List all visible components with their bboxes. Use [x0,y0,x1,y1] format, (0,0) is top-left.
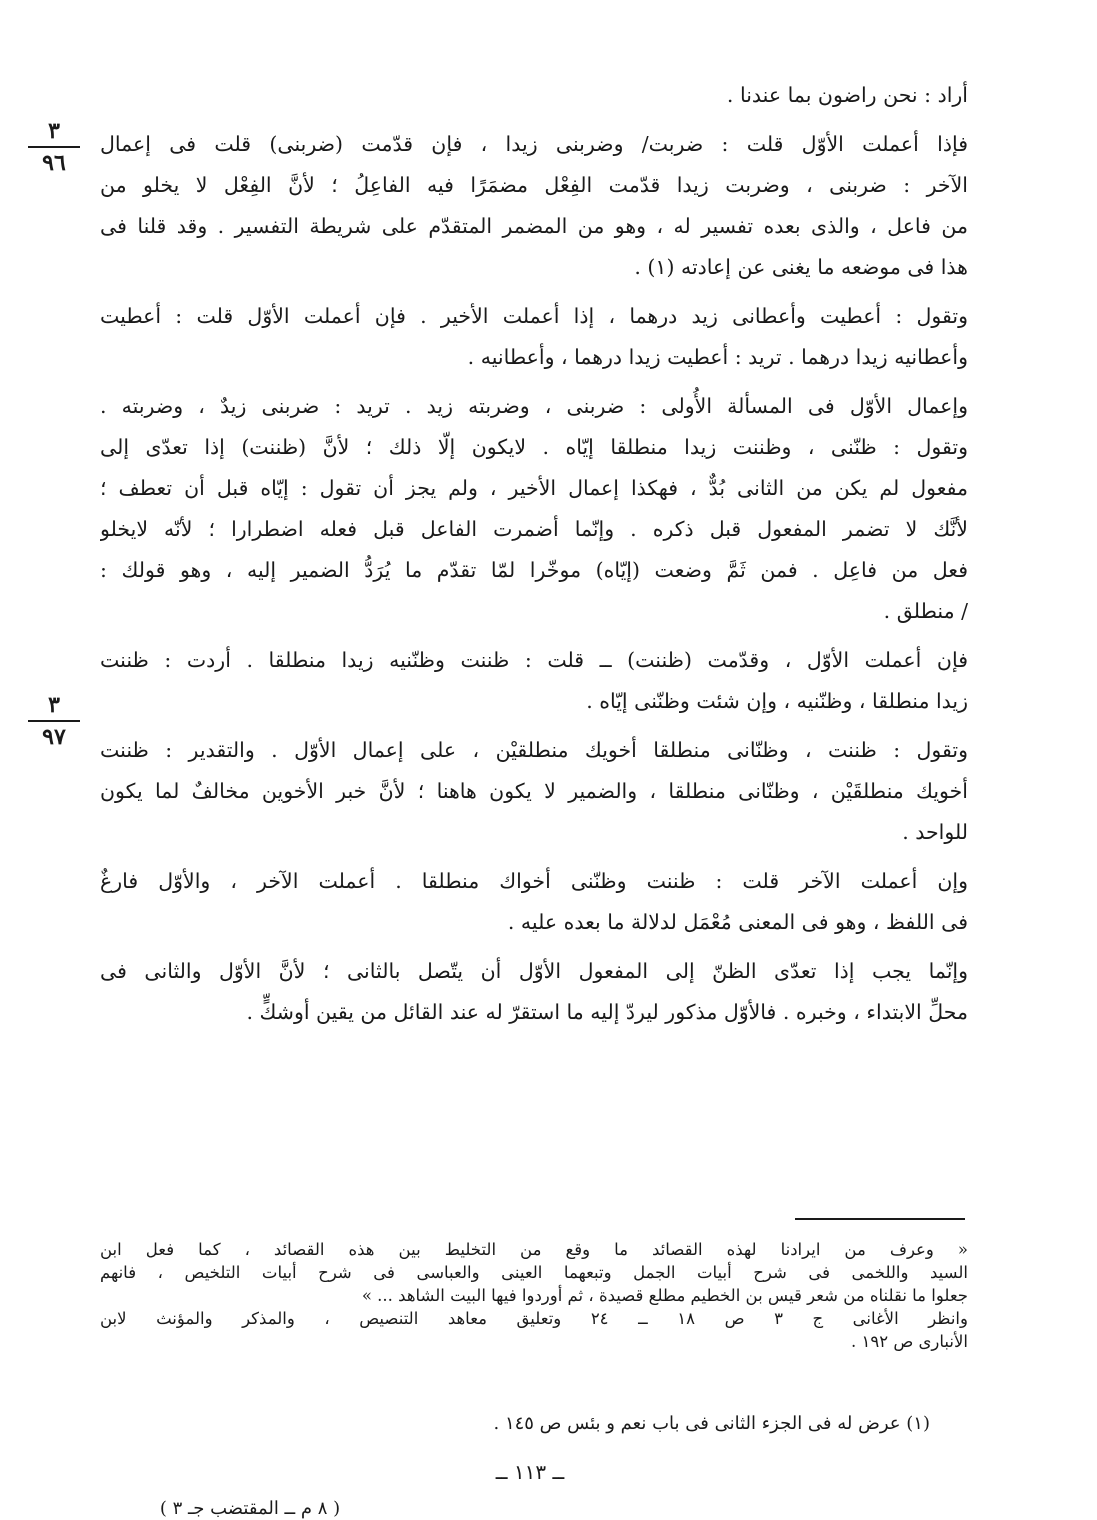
text-line: أراد : نحن راضون بما عندنا . [726,83,968,107]
footnote-line: الأنبارى ص ١٩٢ . [850,1332,968,1351]
paragraph [100,124,968,288]
margin-divider [28,720,80,722]
footnote-line: وانظر الأغانى ج ٣ ص ١٨ ــ ٢٤ وتعليق معاهد التنصيص ، والمذكر والمؤنث لابن [100,1309,968,1328]
margin-volume-number: ٣ [48,118,60,144]
paragraph [100,75,968,116]
footnote-line: « وعرف من ايرادنا لهذه القصائد ما وقع من التخليط بين هذه القصائد ، كما فعل ابن [100,1240,968,1259]
paragraph [100,296,968,378]
margin-page-number: ٩٦ [42,150,66,176]
margin-divider [28,146,80,148]
text-line: وتقول : أعطيت وأعطانى زيد درهما ، إذا أعملت الأخير . فإن أعملت الأوّل قلت : أعطيت [100,304,968,328]
footnote-1: (١) عرض له فى الجزء الثانى فى باب نعم و بئس ص ١٤٥ . [493,1413,930,1434]
text-line: مفعول لم يكن من الثانى بُدٌّ ، فهكذا إعمال الأخير ، ولم يجز أن تقول : إيّاه قبل أن تعطف ؛ [100,476,968,500]
text-line: وتقول : ظنّنى ، وظننت زيدا منطلقا إيّاه . لايكون إلّا ذلك ؛ لأنَّ (ظننت) إذا تعدّى إلى [100,435,968,459]
text-line: / منطلق . [883,599,968,623]
footnote-line: السيد واللخمى فى شرح أبيات الجمل وتبعهما العينى والعباسى فى شرح أبيات التلخيص ، فانهم [100,1263,968,1282]
margin-page-number: ٩٧ [42,724,66,750]
page-number: ــ ١١٣ ــ [495,1460,565,1484]
text-line: للواحد . [902,820,968,844]
text-line: وإعمال الأوّل فى المسألة الأُولى : ضربنى ، وضربته زيد . تريد : ضربنى زيدٌ ، وضربته . [100,394,968,418]
text-line: وتقول : ظننت ، وظنّانى منطلقا أخويك منطلقيْن ، على إعمال الأوّل . والتقدير : ظننت [100,738,968,762]
text-line: هذا فى موضعه ما يغنى عن إعادته (١) . [634,255,968,279]
text-line: وإن أعملت الآخر قلت : ظننت وظنّنى أخواك منطلقا . أعملت الآخر ، والأوّل فارغٌ [100,869,968,893]
text-line: وأعطانيه زيدا درهما . تريد : أعطيت زيدا درهما ، وأعطانيه . [467,345,968,369]
text-line: زيدا منطلقا ، وظنّنيه ، وإن شئت وظنّنى إيّاه . [586,689,968,713]
footnote-quotation [100,1238,968,1353]
text-line: فى اللفظ ، وهو فى المعنى مُعْمَل لدلالة ما بعده عليه . [507,910,968,934]
margin-volume-number: ٣ [48,692,60,718]
text-line: لأنَّك لا تضمر المفعول قبل ذكره . وإنّما أضمرت الفاعل قبل فعله اضطرارا ؛ لأنّه لايخلو [100,517,968,541]
footnote-line: جعلوا ما نقلناه من شعر قيس بن الخطيم مطلع قصيدة ، ثم أوردوا فيها البيت الشاهد ... » [361,1286,968,1305]
footnote-separator [795,1218,965,1220]
text-line: أخويك منطلقَيْن ، وظنّانى منطلقا ، والضمير لا يكون هاهنا ؛ لأنَّ خبر الأخوين مخالفٌ لما يكون [100,779,968,803]
text-line: فإذا أعملت الأوّل قلت : ضربت/ وضربنى زيدا ، فإن قدّمت (ضربنى) قلت فى إعمال [100,132,968,156]
paragraph [100,730,968,853]
paragraph [100,640,968,722]
main-text [100,75,968,1041]
paragraph [100,951,968,1033]
text-line: فعل من فاعِل . فمن ثَمَّ وضعت (إيّاه) موخّرا لمّا تقدّم ما يُرَدُّ الضمير إليه ، وهو قولك : [100,558,968,582]
text-line: محلِّ الابتداء ، وخبره . فالأوّل مذكور ليردّ إليه ما استقرّ له عند القائل من يقين أوشكٍّ . [246,1000,968,1024]
text-line: وإنّما يجب إذا تعدّى الظنّ إلى المفعول الأوّل أن يتّصل بالثانى ؛ لأنَّ الأوّل والثانى فى [100,959,968,983]
paragraph [100,861,968,943]
margin-page-reference [28,692,80,750]
printer-signature-mark: ( ٨ م ــ المقتضب جـ ٣ ) [159,1498,341,1519]
text-line: الآخر : ضربنى ، وضربت زيدا قدّمت الفِعْل مضمَرًا فيه الفاعِلُ ؛ لأنَّ الفِعْل لا يخلو من [100,173,968,197]
paragraph [100,386,968,632]
text-line: فإن أعملت الأوّل ، وقدّمت (ظننت) ــ قلت : ظننت وظنّنيه زيدا منطلقا . أردت : ظننت [100,648,968,672]
text-line: من فاعل ، والذى بعده تفسير له ، وهو من المضمر المتقدّم على شريطة التفسير . وقد قلنا فى [100,214,968,238]
margin-page-reference [28,118,80,176]
